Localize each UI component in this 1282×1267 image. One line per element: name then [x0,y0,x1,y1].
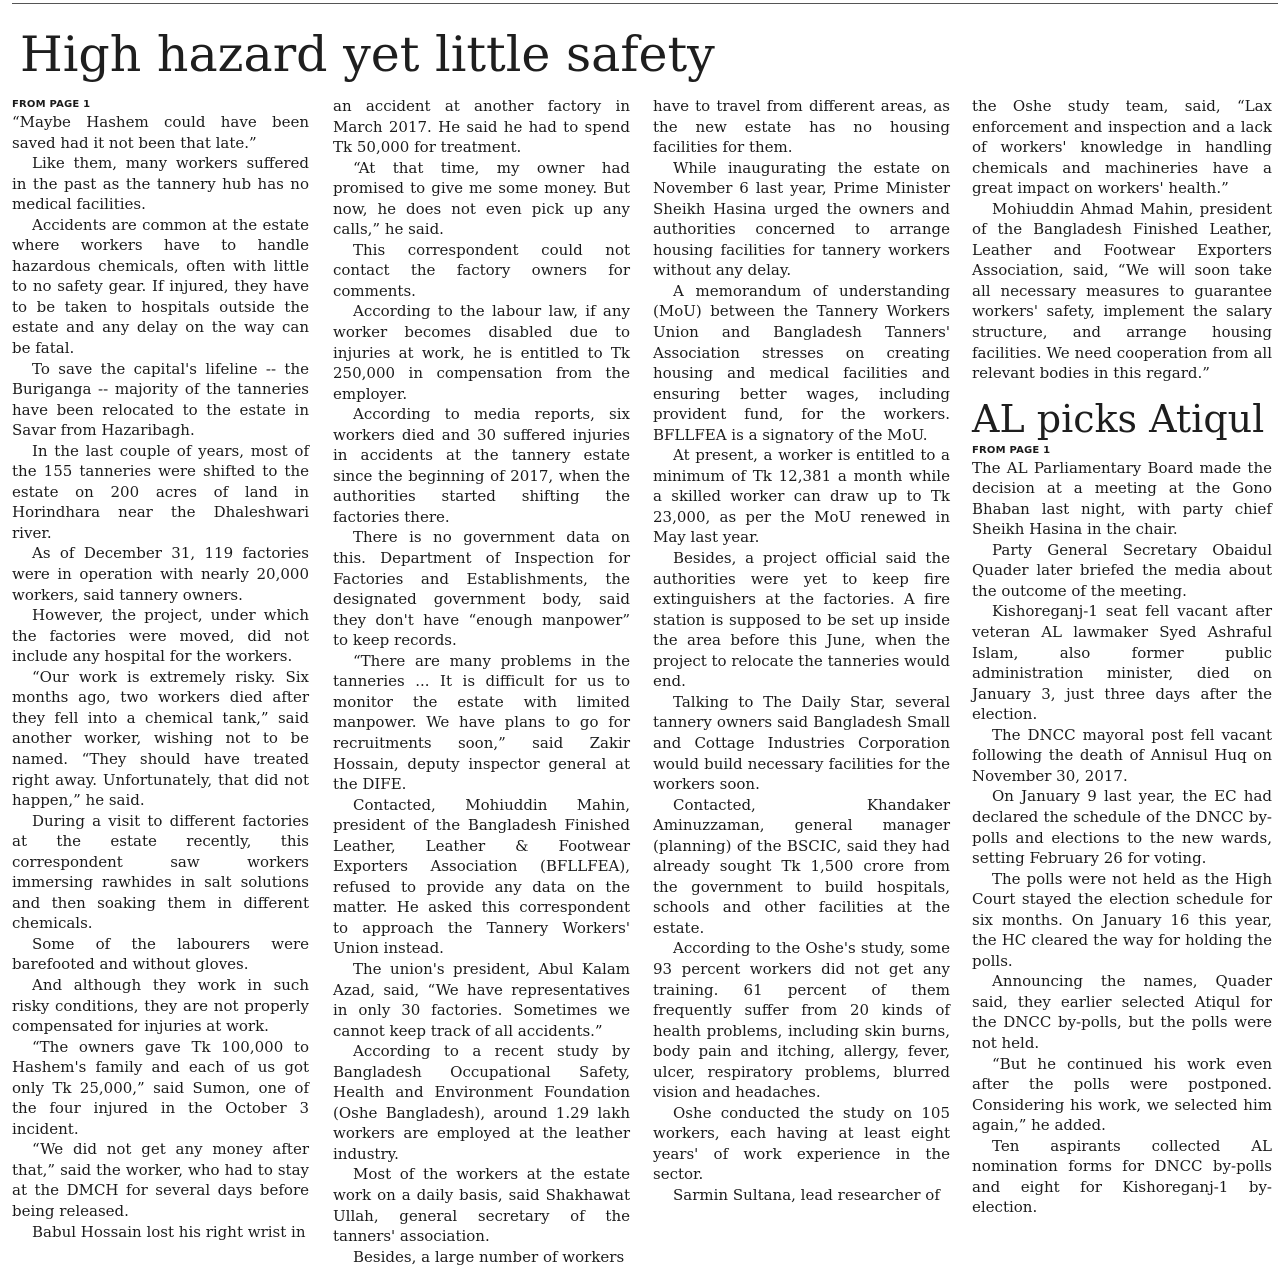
paragraph: At present, a worker is entitled to a minimum of Tk 12,381 a month while a skilled worker can draw up to Tk 23,000, as per the MoU renewed in May last year. [653,446,950,547]
paragraph: “At that time, my owner had promised to give me some money. But now, he does not even pick up any calls,” he said. [333,158,630,239]
paragraph: The AL Parliamentary Board made the decision at a meeting at the Gono Bhaban last night, with party chief Sheikh Hasina in the chair. [972,458,1272,539]
column-4 [972,96,1272,1221]
paragraph: This correspondent could not contact the factory owners for comments. [333,240,630,300]
paragraph: Contacted, Khandaker Aminuzzaman, general manager (planning) of the BSCIC, said they had already sought Tk 1,500 crore from the government to build hospitals, schools and other facilities at the estate. [653,795,950,937]
paragraph: Ten aspirants collected AL nomination forms for DNCC by-polls and eight for Kishoreganj-1 by-election. [972,1136,1272,1217]
paragraph: The union's president, Abul Kalam Azad, said, “We have representatives in only 30 factories. Sometimes we cannot keep track of all accidents.” [333,959,630,1040]
column-2 [333,96,630,1266]
paragraph: “Our work is extremely risky. Six months ago, two workers died after they fell into a chemical tank,” said another worker, wishing not to be named. “They should have treated right away. Unfortunately, that did not happen,” he said. [12,667,309,810]
paragraph: To save the capital's lifeline -- the Buriganga -- majority of the tanneries have been relocated to the estate in Savar from Hazaribagh. [12,359,309,440]
paragraph: A memorandum of understanding (MoU) between the Tannery Workers Union and Bangladesh Tanners' Association stresses on creating housing and medical facilities and ensuring better wages, including provident fund, for the workers. BFLLFEA is a signatory of the MoU. [653,281,950,444]
paragraph: Announcing the names, Quader said, they earlier selected Atiqul for the DNCC by-polls, but the polls were not held. [972,972,1272,1052]
paragraph: the Oshe study team, said, “Lax enforcement and inspection and a lack of workers' knowledge in handling chemicals and machineries have a great impact on workers' health.” [972,97,1272,198]
headline: High hazard yet little safety [20,26,715,83]
paragraph: an accident at another factory in March 2017. He said he had to spend Tk 50,000 for treatment. [333,97,630,157]
column-3 [653,96,950,1221]
paragraph: There is no government data on this. Department of Inspection for Factories and Establishments, the designated government body, said they don't have “enough manpower” to keep records. [333,528,630,650]
paragraph: “There are many problems in the tanneries ... It is difficult for us to monitor the estate with limited manpower. We have plans to go for recruitments soon,” said Zakir Hossain, deputy inspector general at the DIFE. [333,651,630,794]
paragraph: And although they work in such risky conditions, they are not properly compensated for injuries at work. [12,975,309,1036]
paragraph: Like them, many workers suffered in the past as the tannery hub has no medical facilities. [12,154,309,214]
paragraph: The polls were not held as the High Court stayed the election schedule for six months. On January 16 this year, the HC cleared the way for holding the polls. [972,869,1272,970]
paragraph: “The owners gave Tk 100,000 to Hashem's family and each of us got only Tk 25,000,” said Sumon, one of the four injured in the October 3 incident. [12,1037,309,1138]
paragraph: Kishoreganj-1 seat fell vacant after veteran AL lawmaker Syed Ashraful Islam, also former public administration minister, died on January 3, just three days after the election. [972,602,1272,724]
paragraph: Contacted, Mohiuddin Mahin, president of the Bangladesh Finished Leather, Leather & Footwear Exporters Association (BFLLFEA), refused to provide any data on the matter. He asked this correspondent to approach the Tannery Workers' Union instead. [333,795,630,958]
paragraph: The DNCC mayoral post fell vacant following the death of Annisul Huq on November 30, 2017. [972,725,1272,785]
paragraph: According to a recent study by Bangladesh Occupational Safety, Health and Environment Foundation (Oshe Bangladesh), around 1.29 lakh workers are employed at the leather industry. [333,1042,630,1163]
paragraph: Accidents are common at the estate where workers have to handle hazardous chemicals, often with little to no safety gear. If injured, they have to be taken to hospitals outside the estate and any delay on the way can be fatal. [12,215,309,358]
second-story-kicker: FROM PAGE 1 [972,444,1051,456]
paragraph: Besides, a large number of workers [353,1247,625,1266]
paragraph: Sarmin Sultana, lead researcher of [673,1185,940,1204]
paragraph: Mohiuddin Ahmad Mahin, president of the Bangladesh Finished Leather, Leather and Footwear Exporters Association, said, “We will soon take all necessary measures to guarantee workers' safety, implement the salary structure, and arrange housing facilities. We need cooperation from all relevant bodies in this regard.” [972,199,1272,383]
paragraph: “But he continued his work even after the polls were postponed. Considering his work, we selected him again,” he added. [972,1054,1272,1135]
paragraph: Some of the labourers were barefooted and without gloves. [12,934,309,974]
paragraph: On January 9 last year, the EC had declared the schedule of the DNCC by-polls and elections to the new wards, setting February 26 for voting. [972,787,1272,868]
paragraph: “Maybe Hashem could have been saved had it not been that late.” [12,113,309,152]
paragraph: According to the Oshe's study, some 93 percent workers did not get any training. 61 percent of them frequently suffer from 20 kinds of health problems, including skin burns, body pain and itching, allergy, fever, ulcer, respiratory problems, blurred vision and headaches. [653,939,950,1102]
paragraph: Party General Secretary Obaidul Quader later briefed the media about the outcome of the meeting. [972,540,1272,600]
paragraph: Oshe conducted the study on 105 workers, each having at least eight years' of work experience in the sector. [653,1103,950,1184]
column-1 [12,96,309,1241]
paragraph: Babul Hossain lost his right wrist in [32,1222,306,1241]
second-story-headline: AL picks Atiqul [972,396,1265,441]
paragraph: During a visit to different factories at the estate recently, this correspondent saw workers immersing rawhides in salt solutions and then soaking them in different chemicals. [12,811,309,933]
paragraph: According to the labour law, if any worker becomes disabled due to injuries at work, he is entitled to Tk 250,000 in compensation from the employer. [333,302,630,403]
paragraph: While inaugurating the estate on November 6 last year, Prime Minister Sheikh Hasina urged the owners and authorities concerned to arrange housing facilities for tannery workers without any delay. [653,158,950,280]
paragraph: “We did not get any money after that,” said the worker, who had to stay at the DMCH for several days before being released. [12,1140,309,1220]
paragraph: In the last couple of years, most of the 155 tanneries were shifted to the estate on 200 acres of land in Horindhara near the Dhaleshwari river. [12,441,309,542]
paragraph: According to media reports, six workers died and 30 suffered injuries in accidents at the tannery estate since the beginning of 2017, when the authorities started shifting the factories there. [333,405,630,526]
paragraph: As of December 31, 119 factories were in operation with nearly 20,000 workers, said tannery owners. [12,544,309,604]
paragraph: have to travel from different areas, as the new estate has no housing facilities for them. [653,97,950,157]
kicker: FROM PAGE 1 [12,99,91,110]
paragraph: Besides, a project official said the authorities were yet to keep fire extinguishers at the factories. A fire station is supposed to be set up inside the area before this June, when the project to relocate the tanneries would end. [653,549,950,691]
paragraph: However, the project, under which the factories were moved, did not include any hospital for the workers. [12,606,309,666]
paragraph: Most of the workers at the estate work on a daily basis, said Shakhawat Ullah, general secretary of the tanners' association. [333,1165,630,1246]
paragraph: Talking to The Daily Star, several tannery owners said Bangladesh Small and Cottage Industries Corporation would build necessary facilities for the workers soon. [653,692,950,794]
top-rule [12,3,1278,4]
